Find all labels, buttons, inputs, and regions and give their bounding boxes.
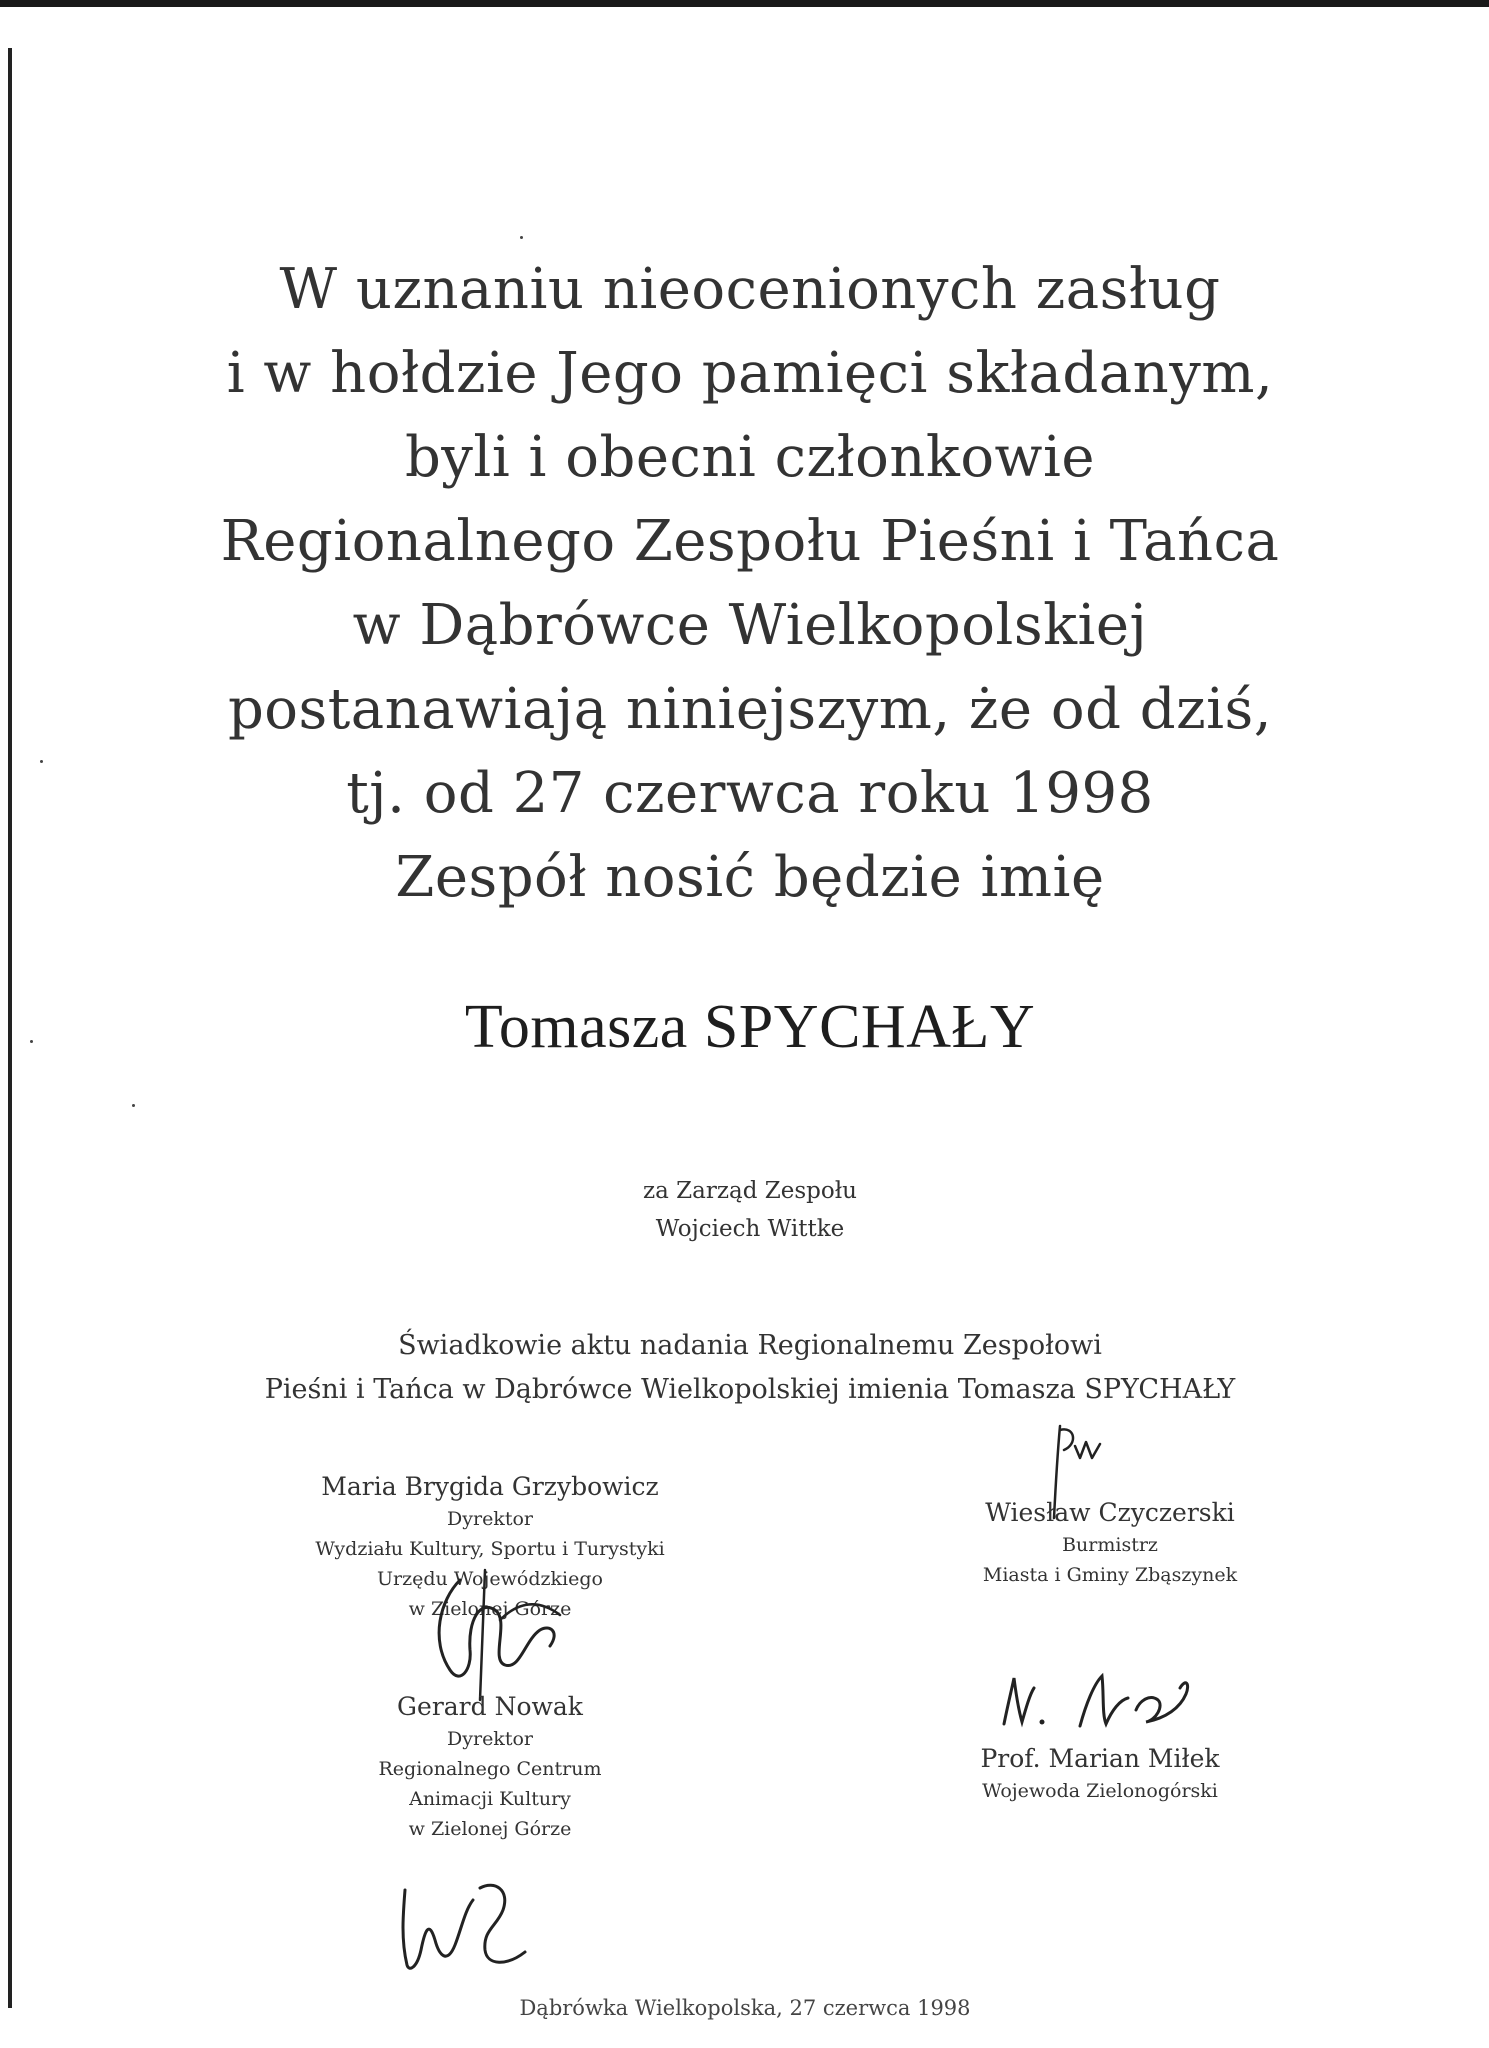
- scan-speck: [40, 760, 43, 763]
- dedication-line: byli i obecni członkowie: [404, 425, 1096, 490]
- signatory-org: Animacji Kultury: [409, 1788, 571, 1810]
- footer-place-date: Dąbrówka Wielkopolska, 27 czerwca 1998: [519, 1996, 971, 2020]
- dedication-line: postanawiają niniejszym, że od dziś,: [227, 677, 1273, 742]
- signatory-org: Miasta i Gminy Zbąszynek: [982, 1564, 1238, 1586]
- signatory-name: Prof. Marian Miłek: [980, 1744, 1220, 1773]
- signatory-nowak: [300, 1690, 680, 1844]
- witnesses-heading-line: Świadkowie aktu nadania Regionalnemu Zespołowi: [398, 1330, 1102, 1361]
- signatory-org: Urzędu Wojewódzkiego: [377, 1568, 603, 1590]
- witnesses-heading: [180, 1324, 1320, 1412]
- dedication-line: Regionalnego Zespołu Pieśni i Tańca: [220, 509, 1280, 574]
- top-border-rule: [0, 0, 1489, 7]
- board-signer-name: Wojciech Wittke: [655, 1216, 845, 1242]
- board-label: za Zarząd Zespołu: [643, 1178, 857, 1204]
- witnesses-heading-line: Pieśni i Tańca w Dąbrówce Wielkopolskiej imienia Tomasza SPYCHAŁY: [264, 1374, 1236, 1405]
- dedication-line: Zespół nosić będzie imię: [395, 845, 1105, 910]
- signatory-org: Wydziału Kultury, Sportu i Turystyki: [315, 1538, 665, 1560]
- signatory-org: w Zielonej Górze: [408, 1598, 572, 1620]
- signatory-name: Maria Brygida Grzybowicz: [321, 1472, 659, 1501]
- signatory-name: Wiesław Czyczerski: [985, 1498, 1235, 1527]
- dedication-line: i w hołdzie Jego pamięci składanym,: [226, 341, 1274, 406]
- signatory-role: Dyrektor: [447, 1508, 533, 1530]
- scan-speck: [30, 1040, 33, 1043]
- signatory-name: Gerard Nowak: [397, 1692, 583, 1721]
- board-signature-block: [500, 1172, 1000, 1248]
- dedication-text: [160, 248, 1340, 920]
- signature-milek: [990, 1664, 1210, 1744]
- dedication-line: w Dąbrówce Wielkopolskiej: [352, 593, 1148, 658]
- scan-speck: [520, 236, 523, 239]
- signatory-org: Regionalnego Centrum: [378, 1758, 602, 1780]
- left-border-rule: [8, 48, 12, 2008]
- signatory-role: Burmistrz: [1062, 1534, 1158, 1556]
- dedication-line: W uznaniu nieocenionych zasług: [279, 257, 1221, 322]
- signatory-czyczerski: [900, 1496, 1320, 1590]
- dedication-line: tj. od 27 czerwca roku 1998: [346, 761, 1154, 826]
- signatory-org: w Zielonej Górze: [408, 1818, 572, 1840]
- signatory-role: Dyrektor: [447, 1728, 533, 1750]
- honoree-name: Tomasza SPYCHAŁY: [464, 993, 1036, 1061]
- signature-grzybowicz: [400, 1560, 580, 1710]
- signatory-role: Wojewoda Zielonogórski: [982, 1780, 1218, 1802]
- scan-speck: [132, 1104, 135, 1107]
- signature-nowak: [385, 1870, 545, 1980]
- signatory-milek: [900, 1742, 1300, 1806]
